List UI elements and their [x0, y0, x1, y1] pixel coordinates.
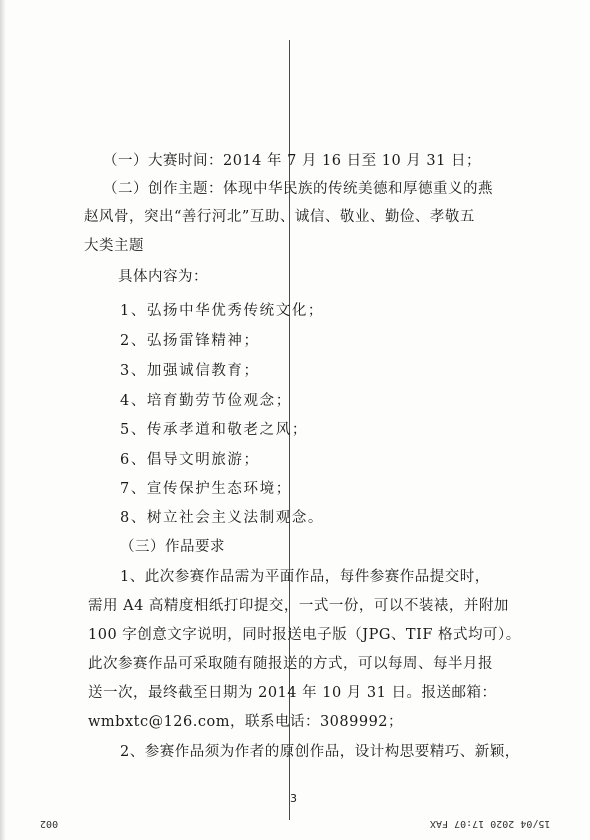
list-item: 8、树立社会主义法制观念。	[120, 510, 325, 526]
text-line-event-time: （一）大赛时间：2014 年 7 月 16 日至 10 月 31 日；	[103, 153, 481, 169]
text-line-req-6: 2、参赛作品须为作者的原创作品，设计构思要精巧、新颖，	[120, 744, 520, 760]
list-item: 3、加强诚信教育；	[120, 363, 260, 379]
list-item: 5、传承孝道和敬老之风；	[120, 422, 308, 438]
fax-page-count: 002	[40, 818, 59, 829]
fax-timestamp: 15/04 2020 17:07 FAX	[429, 818, 550, 829]
text-line-theme-1: （二）创作主题：体现中华民族的传统美德和厚德重义的燕	[103, 181, 493, 197]
list-item: 7、宣传保护生态环境；	[120, 481, 292, 497]
text-line-req-2: 需用 A4 高精度相纸打印提交，一式一份，可以不装裱，并附加	[88, 598, 509, 614]
list-item: 6、倡导文明旅游；	[120, 452, 260, 468]
fax-footer	[40, 818, 550, 832]
text-line-theme-2: 赵风骨，突出“善行河北”互助、诚信、敬业、勤俭、孝敬五	[84, 209, 475, 225]
text-line-req-1: 1、此次参赛作品需为平面作品，每件参赛作品提交时，	[120, 569, 490, 585]
text-line-req-4: 此次参赛作品可采取随有随报送的方式，可以每周、每半月报	[88, 656, 493, 672]
text-line-req-5: 送一次，最终截至日期为 2014 年 10 月 31 日。报送邮箱：	[88, 685, 497, 701]
text-line-content-heading: 具体内容为：	[118, 269, 208, 285]
list-item: 1、弘扬中华优秀传统文化；	[120, 303, 325, 319]
text-line-contact: wmbxtc@126.com，联系电话：3089992；	[88, 714, 404, 730]
list-item: 2、弘扬雷锋精神；	[120, 333, 260, 349]
text-line-req-3: 100 字创意文字说明，同时报送电子版（JPG、TIF 格式均可）。	[88, 627, 521, 643]
list-item: 4、培育勤劳节俭观念；	[120, 393, 292, 409]
page-number: 3	[290, 792, 297, 805]
section-heading-requirements: （三）作品要求	[120, 539, 225, 555]
text-line-theme-3: 大类主题	[84, 238, 144, 254]
